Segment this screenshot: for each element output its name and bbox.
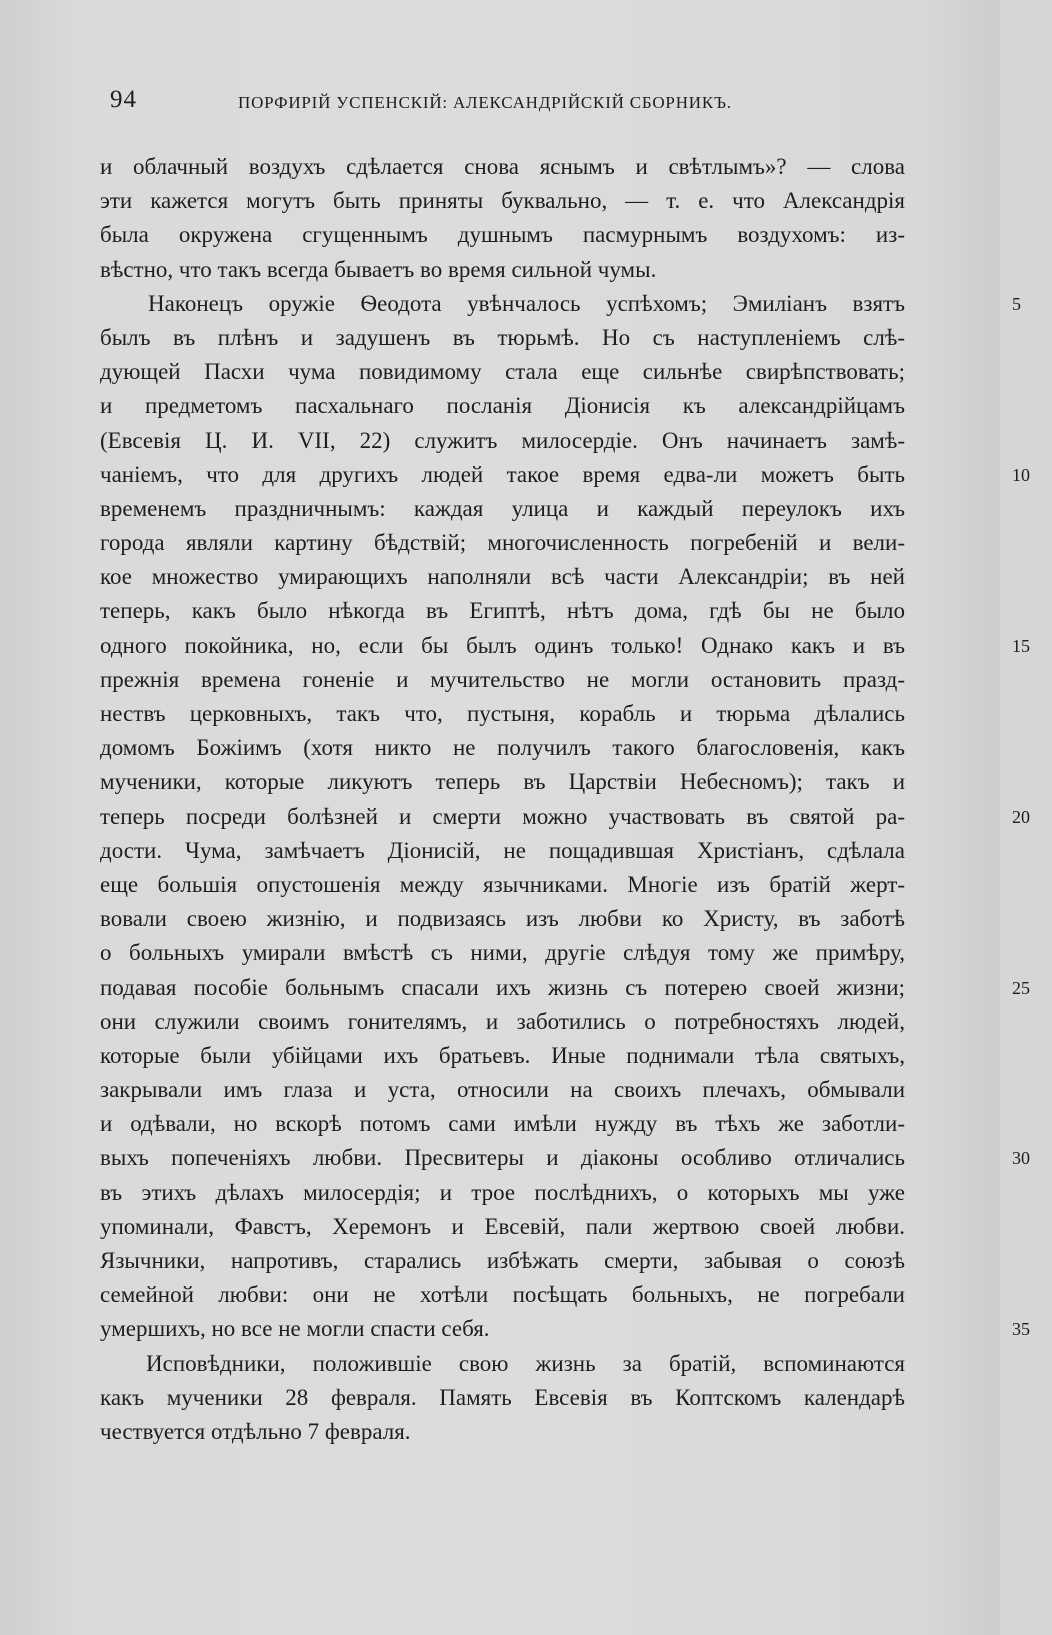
running-title: ПОРФИРІЙ УСПЕНСКІЙ: АЛЕКСАНДРІЙСКІЙ СБОРНИКЪ. bbox=[238, 93, 732, 112]
text-line: Наконецъ оружіе Ѳеодота увѣнчалось успѣхомъ; Эмиліанъ взятъ 5 bbox=[100, 287, 905, 321]
page-header bbox=[110, 86, 925, 126]
text-line: одного покойника, но, если бы былъ одинъ только! Однако какъ и въ 15 bbox=[100, 629, 905, 663]
line-number: 5 bbox=[1012, 293, 1021, 314]
text-line: теперь посреди болѣзней и смерти можно участвовать въ святой ра- 20 bbox=[100, 800, 905, 834]
text-line: вовали своею жизнію, и подвизаясь изъ любви ко Христу, въ заботѣ bbox=[100, 906, 905, 932]
text-line: о больныхъ умирали вмѣстѣ съ ними, другіе слѣдуя тому же примѣру, bbox=[100, 940, 905, 966]
text-line: умершихъ, но все не могли спасти себя. 35 bbox=[100, 1312, 905, 1346]
text-line: какъ мученики 28 февраля. Память Евсевія въ Коптскомъ календарѣ bbox=[100, 1384, 905, 1410]
page-number: 94 bbox=[110, 86, 137, 113]
text-line: кое множество умирающихъ наполняли всѣ части Александріи; въ ней bbox=[100, 564, 905, 590]
text-line: эти кажется могутъ быть приняты буквально, — т. е. что Александрія bbox=[100, 188, 905, 214]
text-line: и одѣвали, но вскорѣ потомъ сами имѣли нужду въ тѣхъ же заботли- bbox=[100, 1111, 905, 1137]
text-line: вѣстно, что такъ всегда бываетъ во время сильной чумы. bbox=[100, 256, 657, 282]
text-line: дующей Пасхи чума повидимому стала еще сильнѣе свирѣпствовать; bbox=[100, 359, 905, 385]
text-line: мученики, которые ликуютъ теперь въ Царствіи Небесномъ); такъ и bbox=[100, 769, 905, 795]
text-line: закрывали имъ глаза и уста, относили на своихъ плечахъ, обмывали bbox=[100, 1077, 905, 1103]
text-line: выхъ попеченіяхъ любви. Пресвитеры и діаконы особливо отличались 30 bbox=[100, 1141, 905, 1175]
text-line: чествуется отдѣльно 7 февраля. bbox=[100, 1418, 411, 1444]
line-number: 10 bbox=[1012, 464, 1030, 485]
text-line: и облачный воздухъ сдѣлается снова яснымъ и свѣтлымъ»? — слова bbox=[100, 154, 905, 179]
text-line: подавая пособіе больнымъ спасали ихъ жизнь съ потерею своей жизни; 25 bbox=[100, 971, 905, 1005]
text-line: города являли картину бѣдствій; многочисленность погребеній и вели- bbox=[100, 530, 905, 556]
text-line: дости. Чума, замѣчаетъ Діонисій, не пощадившая Христіанъ, сдѣлала bbox=[100, 837, 905, 863]
text-line: они служили своимъ гонителямъ, и заботились о потребностяхъ людей, bbox=[100, 1008, 905, 1034]
text-line: Исповѣдники, положившіе свою жизнь за братій, вспоминаются bbox=[146, 1350, 905, 1376]
text-line: (Евсевія Ц. И. VII, 22) служитъ милосердіе. Онъ начинаетъ замѣ- bbox=[100, 427, 905, 453]
line-number: 15 bbox=[1012, 635, 1030, 656]
text-line: была окружена сгущеннымъ душнымъ пасмурнымъ воздухомъ: из- bbox=[100, 222, 905, 248]
text-line: упоминали, Фавстъ, Херемонъ и Евсевій, пали жертвою своей любви. bbox=[100, 1213, 905, 1239]
text-line: еще большія опустошенія между язычниками. Многіе изъ братій жерт- bbox=[100, 871, 905, 897]
text-line: чаніемъ, что для другихъ людей такое время едва-ли можетъ быть 10 bbox=[100, 458, 905, 492]
text-line: теперь, какъ было нѣкогда въ Египтѣ, нѣтъ дома, гдѣ бы не было bbox=[100, 598, 905, 624]
text-line: прежнія времена гоненіе и мучительство не могли остановить празд- bbox=[100, 666, 905, 692]
text-line: временемъ праздничнымъ: каждая улица и каждый переулокъ ихъ bbox=[100, 495, 905, 521]
text-line: въ этихъ дѣлахъ милосердія; и трое послѣднихъ, о которыхъ мы уже bbox=[100, 1179, 905, 1205]
body-text bbox=[100, 150, 1030, 1449]
text-line: нествъ церковныхъ, такъ что, пустыня, корабль и тюрьма дѣлались bbox=[100, 701, 905, 726]
text-line: Язычники, напротивъ, старались избѣжать смерти, забывая о союзѣ bbox=[100, 1248, 905, 1273]
text-line: и предметомъ пасхальнаго посланія Діонисія къ александрійцамъ bbox=[100, 393, 905, 419]
text-line: былъ въ плѣнъ и задушенъ въ тюрьмѣ. Но съ наступленіемъ слѣ- bbox=[100, 324, 905, 350]
text-line: семейной любви: они не хотѣли посѣщать больныхъ, не погребали bbox=[100, 1282, 905, 1308]
line-number: 20 bbox=[1012, 806, 1030, 827]
text-line: которые были убійцами ихъ братьевъ. Иные поднимали тѣла святыхъ, bbox=[100, 1042, 905, 1068]
line-number: 25 bbox=[1012, 977, 1030, 998]
text-line: домомъ Божіимъ (хотя никто не получилъ такого благословенія, какъ bbox=[100, 735, 905, 761]
line-number: 30 bbox=[1012, 1148, 1030, 1169]
line-number: 35 bbox=[1012, 1319, 1030, 1340]
